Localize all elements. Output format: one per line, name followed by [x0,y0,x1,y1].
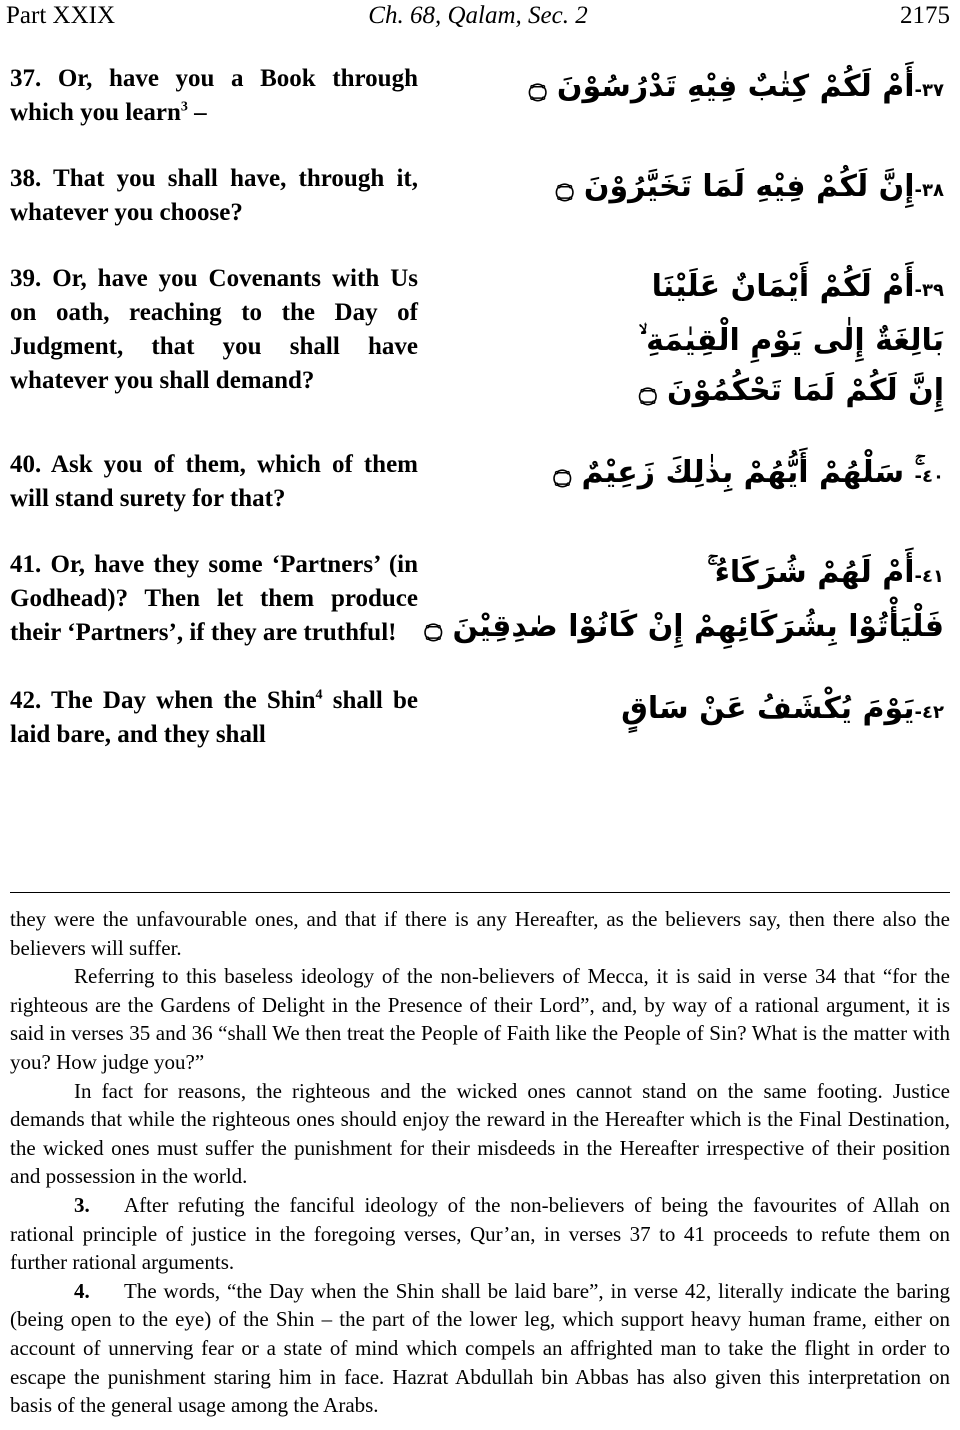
verse-arabic: ٣٨-إِنَّ لَكُمْ فِيْهِ لَمَا تَخَيَّرُوْنَ ۝ [555,169,944,204]
footnote-divider [10,892,950,893]
footnote-4: 4. The words, “the Day when the Shin shall be laid bare”, in verse 42, literally indicate the baring (being open to the eye) of the Shin – the part of the lower leg, which support heavy human frame, either on account of unnerving fear or a state of mind which compels an affrighted man to take the flight in order to escape the punishment staring him in face. Hazrat Abdullah bin Abbas has also given this interpretation on basis of the general usage among the Arabs. [10,1278,950,1418]
verse-translation: 37. Or, have you a Book through which you learn$^3$ – [10,65,418,126]
part-label: Part XXIX [6,2,116,29]
chapter-title: Ch. 68, Qalam, Sec. 2 [368,2,588,29]
verse-translation: 38. That you shall have, through it, whatever you choose? [10,165,418,226]
verse-number: ٣٨- [914,180,944,201]
commentary-paragraph: Referring to this baseless ideology of the non-believers of Mecca, it is said in verse 34 that “for the righteous are the Gardens of Delight in the Presence of their Lord”, and, by way of a rational argument, it is said in verses 35 and 36 “shall We then treat the People of Faith like the People of Sin? What is the matter with you? How judge you?” [10,964,950,1074]
page-number: 2175 [900,2,950,29]
verse-translation: 39. Or, have you Covenants with Us on oath, reaching to the Day of Judgment, that you shall have whatever you shall demand? [10,265,418,394]
verse-38 [10,162,950,230]
verse-arabic: ٣٧-أَمْ لَكُمْ كِتٰبٌ فِيْهِ تَدْرُسُوْنَ ۝ [528,69,944,104]
footnote-ref: 4 [315,687,323,703]
verse-number: ٤١- [914,566,944,587]
verse-42 [10,684,950,752]
verse-41 [10,548,950,652]
footnote-3: 3. After refuting the fanciful ideology of the non-believers of being the favourites of Allah on rational principle of justice in the foregoing verses, Qur’an, in verses 37 to 41 proceeds to refute them on further rational arguments. [10,1192,950,1275]
verse-number: ٤٢- [914,702,944,723]
footnote-number: 3. [74,1192,90,1217]
verse-37 [10,62,950,130]
verse-40 [10,448,950,516]
verse-translation: 41. Or, have they some ‘Partners’ (in Godhead)? Then let them produce their ‘Partners’, if they are truthful! [10,551,418,646]
running-header [6,2,950,34]
commentary-paragraph: In fact for reasons, the righteous and the wicked ones cannot stand on the same footing. Justice demands that while the righteous ones should enjoy the reward in the Hereafter which is the Final Destination, the wicked ones must suffer the punishment for their misdeeds in the Hereafter irrespective of their position and possession in the world. [10,1078,950,1189]
verse-number: ٤٠- [914,466,944,487]
commentary [10,905,950,1420]
verse-number: ٣٩- [914,280,944,301]
verse-arabic: ٣٩-أَمْ لَكُمْ أَيْمَانٌ عَلَيْنَا بَالِغَةٌ إِلٰى يَوْمِ الْقِيٰمَةِ ۙ إِنَّ لَكُمْ لَمَا تَحْكُمُوْنَ ۝ [638,269,944,408]
verse-translation: 40. Ask you of them, which of them will stand surety for that? [10,451,418,512]
verse-arabic: ٤٠-ۚ سَلْهُمْ أَيُّهُمْ بِذٰلِكَ زَعِيْمٌ ۝ [553,455,944,490]
verse-number: ٣٧- [914,80,944,101]
footnote-ref: 3 [180,99,188,115]
commentary-continuation: they were the unfavourable ones, and that if there is any Hereafter, as the believers say, then there also the believers will suffer. [10,907,950,960]
verse-list [10,62,950,752]
verse-39 [10,262,950,416]
footnote-number: 4. [74,1278,90,1303]
verse-translation: 42. The Day when the Shin$^4$ shall be laid bare, and they shall [10,687,418,748]
verse-arabic: ٤١-أَمْ لَهُمْ شُرَكَاءُ ۚ فَلْيَأْتُوْا بِشُرَكَائِهِمْ إِنْ كَانُوْا صٰدِقِيْنَ ۝ [424,555,944,644]
verse-arabic: ٤٢-يَوْمَ يُكْشَفُ عَنْ سَاقٍ [621,691,944,726]
